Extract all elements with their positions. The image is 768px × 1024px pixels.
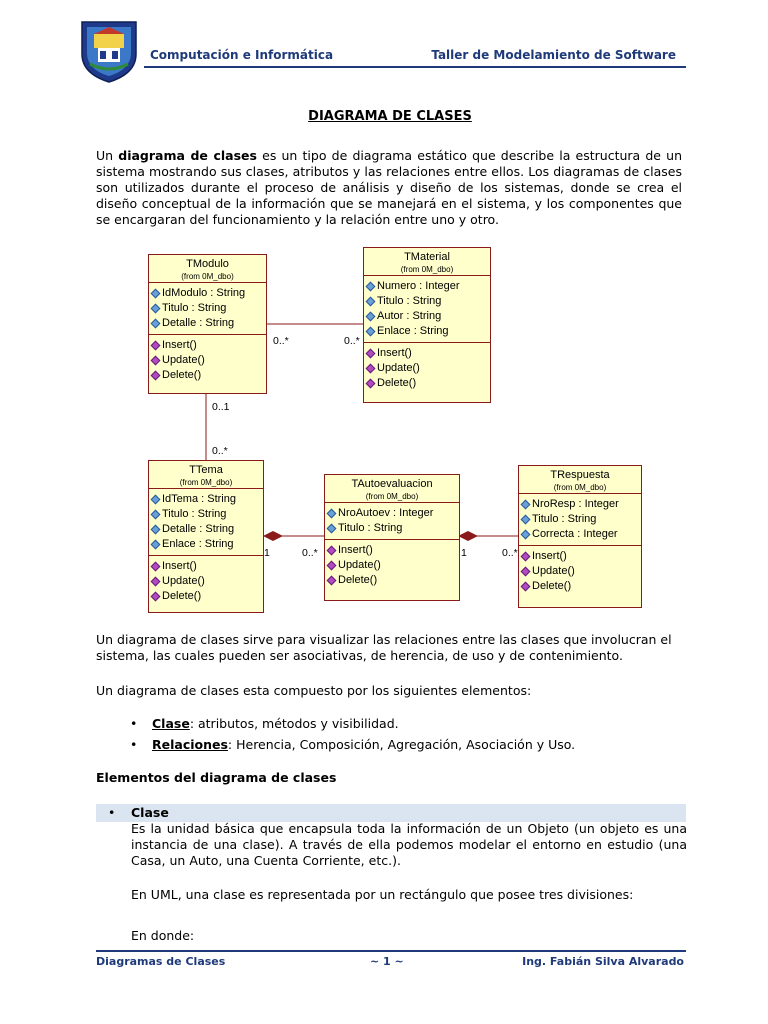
header-left: Computación e Informática bbox=[150, 48, 334, 62]
multiplicity: 1 bbox=[461, 547, 467, 559]
attribute: Correcta : Integer bbox=[522, 527, 641, 542]
attribute: Enlace : String bbox=[367, 324, 490, 339]
section-title: Elementos del diagrama de clases bbox=[96, 770, 337, 785]
intro-after: es un tipo de diagrama estático que describe la estructura de un sistema mostrando sus clases, atributos y las relaciones entre ellos. Los diagramas de clases son utilizados durante el proceso de análisis y diseño de los sistemas, donde se crea el diseño conceptual de la información que se manejará en el sistema, y los componentes que se encargaran del funcionamiento y la relación entre uno y otro. bbox=[96, 148, 683, 227]
class-name: TAutoevaluacion bbox=[351, 478, 433, 490]
clase-representation: En UML, una clase es representada por un rectángulo que posee tres divisiones: bbox=[131, 887, 634, 902]
attribute-icon bbox=[151, 495, 161, 505]
footer-left: Diagramas de Clases bbox=[96, 955, 226, 968]
attribute-icon bbox=[366, 297, 376, 307]
bullet-term: Clase bbox=[152, 716, 190, 731]
class-name: TTema bbox=[189, 464, 223, 476]
operation: Insert() bbox=[152, 559, 263, 574]
clase-bullet: • bbox=[108, 805, 116, 820]
paragraph-elements: Un diagrama de clases esta compuesto por los siguientes elementos: bbox=[96, 683, 532, 698]
operation-icon bbox=[366, 349, 376, 359]
attributes-section bbox=[364, 275, 490, 342]
class-tmaterial bbox=[363, 247, 491, 403]
operation: Insert() bbox=[152, 338, 266, 353]
operation-icon bbox=[521, 552, 531, 562]
class-name: TRespuesta bbox=[550, 469, 610, 481]
class-package: (from 0M_dbo) bbox=[553, 483, 607, 492]
operation-icon bbox=[151, 356, 161, 366]
attributes-section bbox=[519, 493, 641, 545]
attribute: Detalle : String bbox=[152, 522, 263, 537]
attribute: NroAutoev : Integer bbox=[328, 506, 459, 521]
bullet-term: Relaciones bbox=[152, 737, 228, 752]
intro-bold: diagrama de clases bbox=[118, 148, 257, 163]
multiplicity: 0..* bbox=[212, 445, 228, 457]
bullet-dot: • bbox=[130, 716, 138, 731]
attribute-icon bbox=[366, 327, 376, 337]
clase-en-donde: En donde: bbox=[131, 928, 195, 943]
operations-section bbox=[519, 545, 641, 597]
clase-definition: Es la unidad básica que encapsula toda la información de un Objeto (un objeto es una instancia de una clase). A través de ella podemos modelar el entorno en estudio (una Casa, un Auto, una Cuenta Corriente, etc.). bbox=[131, 821, 687, 868]
attribute-icon bbox=[151, 510, 161, 520]
class-trespuesta bbox=[518, 465, 642, 608]
class-ttema bbox=[148, 460, 264, 613]
attribute-icon bbox=[151, 319, 161, 329]
operation: Delete() bbox=[152, 368, 266, 383]
attribute: IdModulo : String bbox=[152, 286, 266, 301]
attribute-icon bbox=[327, 509, 337, 519]
operations-section bbox=[149, 334, 266, 386]
operation-icon bbox=[327, 546, 337, 556]
attribute-icon bbox=[366, 312, 376, 322]
class-package: (from 0M_dbo) bbox=[400, 265, 454, 274]
operation: Delete() bbox=[367, 376, 490, 391]
bullet-item bbox=[130, 716, 399, 731]
operation: Delete() bbox=[328, 573, 459, 588]
attributes-section bbox=[149, 282, 266, 334]
operation: Update() bbox=[328, 558, 459, 573]
multiplicity: 0..* bbox=[344, 335, 360, 347]
footer-rule bbox=[96, 950, 686, 952]
operation-icon bbox=[521, 567, 531, 577]
attribute-icon bbox=[521, 515, 531, 525]
attribute: Detalle : String bbox=[152, 316, 266, 331]
bullet-dot: • bbox=[130, 737, 138, 752]
bullet-item bbox=[130, 737, 575, 752]
clase-heading: Clase bbox=[131, 805, 169, 820]
operation-icon bbox=[151, 341, 161, 351]
footer-page-number: ~ 1 ~ bbox=[370, 955, 404, 968]
attribute: Enlace : String bbox=[152, 537, 263, 552]
multiplicity: 1 bbox=[264, 547, 270, 559]
operation-icon bbox=[327, 561, 337, 571]
attribute: Numero : Integer bbox=[367, 279, 490, 294]
operations-section bbox=[325, 539, 459, 591]
class-package: (from 0M_dbo) bbox=[181, 272, 234, 281]
multiplicity: 0..* bbox=[273, 335, 289, 347]
operation-icon bbox=[151, 592, 161, 602]
operation-icon bbox=[366, 379, 376, 389]
attribute: Autor : String bbox=[367, 309, 490, 324]
attribute: Titulo : String bbox=[152, 507, 263, 522]
class-name: TModulo bbox=[186, 258, 229, 270]
operation: Delete() bbox=[152, 589, 263, 604]
bullet-text: : Herencia, Composición, Agregación, Asociación y Uso. bbox=[227, 737, 576, 752]
operation: Insert() bbox=[328, 543, 459, 558]
intro-before: Un bbox=[96, 148, 119, 163]
paragraph-purpose: Un diagrama de clases sirve para visualizar las relaciones entre las clases que involucran el sistema, las cuales pueden ser asociativas, de herencia, de uso y de contenimiento. bbox=[96, 632, 672, 663]
operation-icon bbox=[521, 582, 531, 592]
operation: Update() bbox=[367, 361, 490, 376]
operation: Insert() bbox=[367, 346, 490, 361]
footer-right: Ing. Fabián Silva Alvarado bbox=[522, 955, 684, 968]
attribute: Titulo : String bbox=[152, 301, 266, 316]
operation-icon bbox=[151, 371, 161, 381]
multiplicity: 0..* bbox=[302, 547, 318, 559]
class-tmodulo bbox=[148, 254, 267, 394]
bullet-text: : atributos, métodos y visibilidad. bbox=[189, 716, 399, 731]
clase-heading-bar bbox=[96, 804, 686, 822]
attribute: Titulo : String bbox=[367, 294, 490, 309]
attribute-icon bbox=[521, 500, 531, 510]
attribute-icon bbox=[151, 540, 161, 550]
operation: Insert() bbox=[522, 549, 641, 564]
class-package: (from 0M_dbo) bbox=[179, 478, 233, 487]
attribute: IdTema : String bbox=[152, 492, 263, 507]
attribute-icon bbox=[151, 289, 161, 299]
class-package: (from 0M_dbo) bbox=[365, 492, 419, 501]
operation-icon bbox=[151, 577, 161, 587]
operation: Update() bbox=[522, 564, 641, 579]
multiplicity: 0..* bbox=[502, 547, 518, 559]
attribute-icon bbox=[521, 530, 531, 540]
attribute: NroResp : Integer bbox=[522, 497, 641, 512]
operation: Update() bbox=[152, 574, 263, 589]
attributes-section bbox=[149, 488, 263, 555]
attribute: Titulo : String bbox=[522, 512, 641, 527]
header-right: Taller de Modelamiento de Software bbox=[431, 48, 676, 62]
operation-icon bbox=[327, 576, 337, 586]
operation-icon bbox=[366, 364, 376, 374]
attribute-icon bbox=[327, 524, 337, 534]
operation: Delete() bbox=[522, 579, 641, 594]
attribute-icon bbox=[366, 282, 376, 292]
class-name: TMaterial bbox=[404, 251, 450, 263]
operation: Update() bbox=[152, 353, 266, 368]
page-title: DIAGRAMA DE CLASES bbox=[308, 109, 472, 124]
class-tautoevaluacion bbox=[324, 474, 460, 601]
operation-icon bbox=[151, 562, 161, 572]
multiplicity: 0..1 bbox=[212, 401, 230, 413]
attribute-icon bbox=[151, 304, 161, 314]
attribute: Titulo : String bbox=[328, 521, 459, 536]
attributes-section bbox=[325, 502, 459, 539]
attribute-icon bbox=[151, 525, 161, 535]
operations-section bbox=[364, 342, 490, 394]
operations-section bbox=[149, 555, 263, 607]
